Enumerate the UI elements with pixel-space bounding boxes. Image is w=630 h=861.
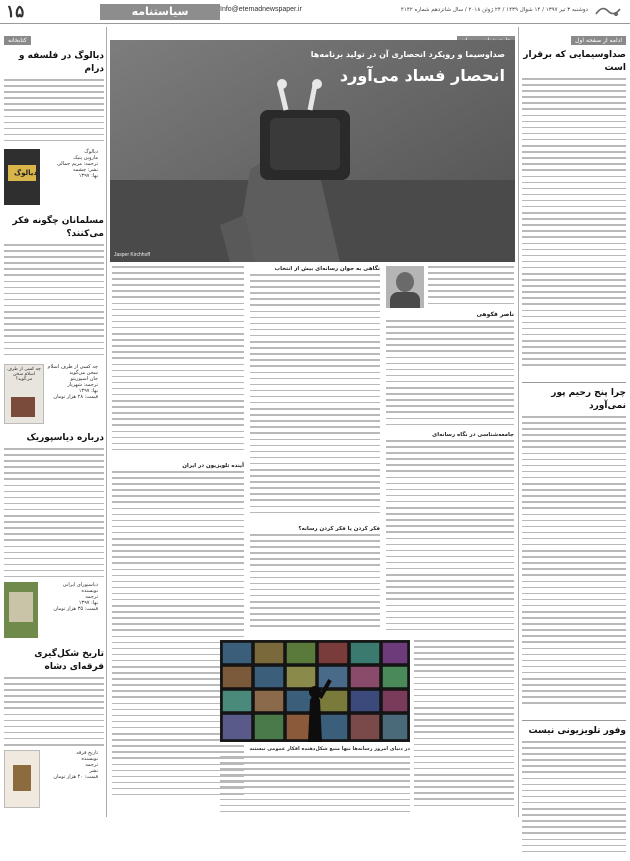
book2-text — [4, 244, 104, 360]
book4-title: تاریخ شکل‌گیری فرقه‌ای دشاه — [34, 649, 104, 672]
book2-meta: جان اسپوزیتو — [70, 376, 98, 382]
center-text-col-right — [386, 266, 514, 636]
book1-text — [4, 79, 104, 145]
book1-meta: نشر: چشمه — [72, 167, 98, 173]
right-column — [522, 27, 626, 817]
author-name: ناصر فکوهی — [476, 311, 514, 318]
article-text — [414, 640, 514, 815]
book3-meta: قیمت: ۳۵ هزار تومان — [53, 606, 98, 612]
book2-cover — [4, 364, 44, 424]
book4-meta: ترجمه — [85, 762, 98, 768]
books-kicker: کتابخانه — [4, 36, 31, 45]
right-kicker: ادامه از صفحه اول — [571, 36, 626, 45]
newspaper-logo-icon — [592, 3, 624, 19]
book2-meta: ترجمه: شهریار — [67, 382, 98, 388]
article-text — [386, 320, 514, 430]
book1-cover — [4, 149, 40, 205]
book2-meta: بها: ۱۳۹۷ — [78, 388, 98, 394]
subhead-1: جامعه‌شناسی در نگاه رسانه‌ای — [432, 432, 514, 438]
issue-line: دوشنبه ۳ تیر ۱۳۹۷ / ۱۴ شوال ۱۴۳۹ / ۲۴ ژوئن ۲۰۱۸ / سال شانزدهم شماره ۴۱۴۲ — [400, 7, 588, 13]
book4-meta: قیمت: ۴۰ هزار تومان — [53, 774, 98, 780]
story3-title: وفور تلویزیونی نیست — [528, 726, 626, 736]
book4-meta: نشر — [89, 768, 98, 774]
book4-meta: نویسنده — [81, 756, 98, 762]
subhead-2: نگاهی به جوان رسانه‌ای بیش از انتخاب — [274, 266, 380, 272]
book1-meta: ترجمه: مریم جمالی — [56, 161, 98, 167]
book1-meta: ماروین پنیک — [73, 155, 98, 161]
book3-cover — [4, 582, 38, 638]
article-text — [112, 266, 244, 461]
page-header — [0, 0, 630, 22]
article-text — [250, 274, 380, 524]
subhead-4: فکر کردن یا فکر کردن رسانه؟ — [298, 526, 380, 532]
headline-small: صداوسیما و رویکرد انحصاری آن در تولید برنامه‌ها — [310, 50, 505, 59]
article-text — [386, 440, 514, 636]
tv-wall-photo — [220, 640, 410, 742]
book1-cover-text: دیالوگ — [13, 169, 37, 177]
page-number: ۱۵ — [6, 2, 25, 21]
book2-cover-text: چه کسی از طرف اسلام سخن می‌گوید؟ — [7, 367, 41, 382]
book2-meta: سخن می‌گوید — [69, 370, 98, 376]
photo-credit: Jasper Kirchhoff — [114, 252, 151, 258]
book1-meta: دیالوگ — [84, 149, 98, 155]
article-text — [250, 534, 380, 634]
book2-title: مسلمانان چگونه فکر می‌کنند؟ — [12, 216, 104, 239]
book4-meta: تاریخ فرقه — [76, 750, 98, 756]
column-divider — [518, 27, 519, 817]
section-title: سیاستنامه — [100, 4, 220, 20]
book3-title: درباره دیاسپوریک — [26, 433, 104, 443]
books-column — [4, 27, 104, 817]
book4-text — [4, 677, 104, 747]
caption-text — [220, 756, 410, 812]
column-divider — [106, 27, 107, 817]
book3-meta: بها: ۱۳۹۷ — [78, 600, 98, 606]
story-divider — [522, 720, 626, 721]
book3-meta: ترجمه — [85, 594, 98, 600]
story3-text — [522, 741, 626, 861]
center-kicker-row — [110, 27, 515, 37]
book3-meta: دیاسپورای ایرانی — [62, 582, 98, 588]
book1-meta: بها: ۱۳۹۷ — [78, 173, 98, 179]
subhead-3: آینده تلویزیون در ایران — [182, 463, 244, 469]
book3-meta: نویسنده — [81, 588, 98, 594]
headline-big: انحصار فساد می‌آورد — [339, 66, 505, 85]
story-divider — [522, 382, 626, 383]
story2-title: چرا پنج رحیم پور نمی‌آورد — [551, 388, 626, 411]
story1-title: صداوسیمایی که برقرار است — [523, 50, 626, 73]
book2-meta: قیمت: ۲۸ هزار تومان — [53, 394, 98, 400]
book3-text — [4, 448, 104, 578]
story1-text — [522, 78, 626, 378]
email-link[interactable]: Info@etemadnewspaper.ir — [220, 6, 302, 13]
book2-meta: چه کسی از طرف اسلام — [47, 364, 98, 370]
hero-photo — [110, 40, 515, 262]
book1-title: دیالوگ در فلسفه و درام — [18, 51, 104, 74]
story2-text — [522, 416, 626, 716]
tv-wall-caption: در دنیای امروز رسانه‌ها تنها منبع شکل‌دهنده افکار عمومی نیستند — [249, 746, 410, 752]
author-photo — [386, 266, 424, 308]
header-rule — [0, 23, 630, 24]
book4-cover — [4, 750, 40, 808]
center-text-col-mid — [250, 266, 380, 636]
